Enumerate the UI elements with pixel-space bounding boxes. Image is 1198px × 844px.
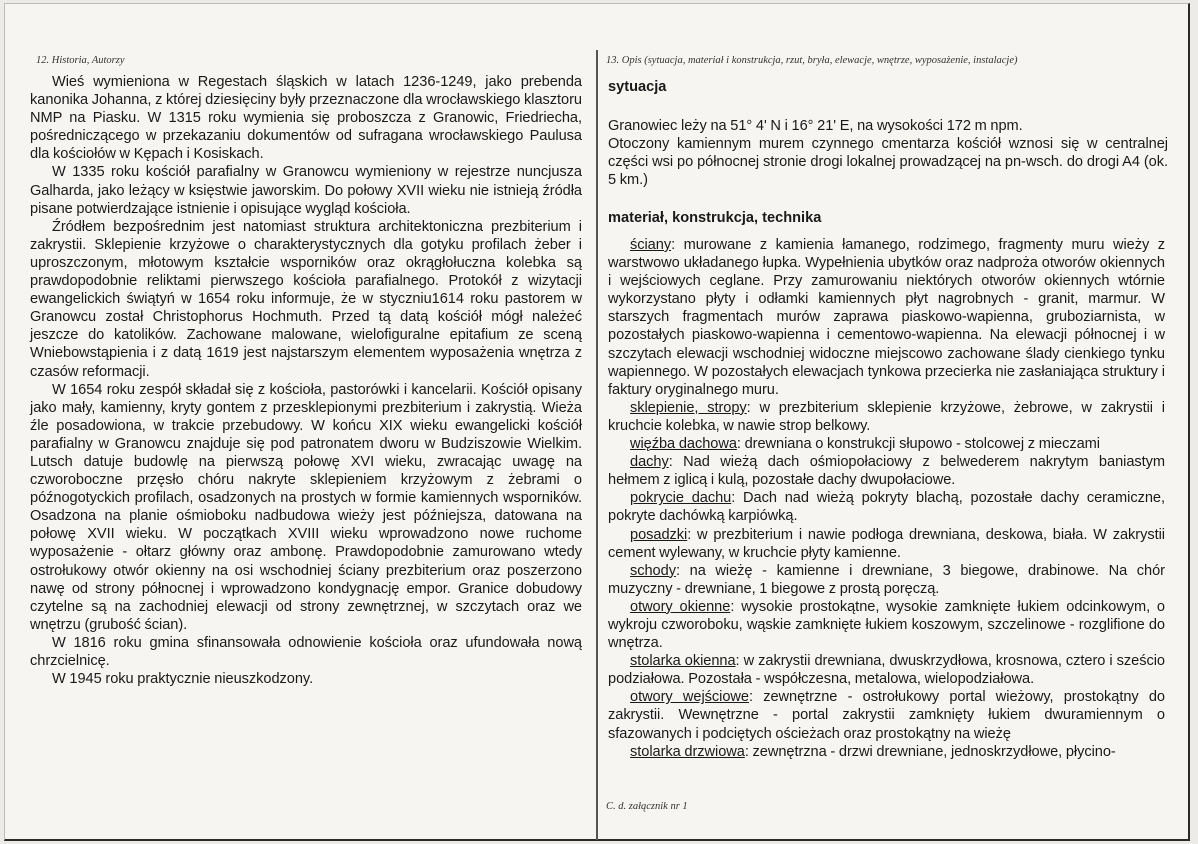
column-divider [596,50,598,840]
item-text: : w prezbiterium sklepienie krzyżowe, żebrowe, w zakrystii i kruchcie kolebka, w nawie strop belkowy. [608,399,1165,434]
material-item [608,399,1165,435]
material-item [608,489,1165,525]
item-term: więźba dachowa [630,436,737,453]
item-term: stolarka drzwiowa [630,743,745,760]
material-item [608,688,1165,742]
item-text: : zewnętrzne - ostrołukowy portal wieżowy, prostokątny do zakrystii. Wewnętrzne - portal zakrystii zamknięty łukiem dwuramiennym o sfazowanych i podciętych ościeżach oraz prostokątny na wieżę [608,689,1166,742]
situation-title: sytuacja [608,79,667,95]
item-text: : w prezbiterium i nawie podłoga drewniana, deskowa, biała. W zakrystii cement wylewany, w kruchcie płyty kamienne. [608,526,1165,561]
item-text: : zewnętrzna - drzwi drewniane, jednoskrzydłowe, płycino- [744,743,1116,760]
material-item [608,562,1165,598]
item-text: : murowane z kamienia łamanego, rodzimego, fragmenty muru wieży z warstwowo układanego łupka. Wypełnienia ubytków oraz nadproża otworów okiennych i wejściowych ceglane. Przy zamurowaniu niektórych otworów okiennych wtórnie wykorzystano płyty i odłamki kamiennych płyt nagrobnych - granit, marmur. W starszych fragmentach murów zaprawa piaskowo-wapienna, gruboziarnista, w pozostałych piaskowo-wapienna i cementowo-wapienna. Na elewacji północnej i w szczytach elewacji wschodniej widoczne miejscowo zachowane ślady cienkiego tynku wapiennego. W pozostałych elewacjach tynkowa przecierka nie zasłaniająca struktury i faktury oryginalnego muru. [608,237,1165,398]
material-item [608,236,1165,399]
material-item [608,598,1165,652]
situation-line: Otoczony kamiennym murem czynnego cmentarza kościół wznosi się w centralnej części wsi po północnej stronie drogi lokalnej prowadzącej na pn-wsch. do drogi A4 (ok. 5 km.) [608,136,1168,189]
item-text: : na wieżę - kamienne i drewniane, 3 biegowe, drabinowe. Na chór muzyczny - drewniane, 1 biegowe z prostą poręczą. [608,562,1165,597]
page-footer: C. d. załącznik nr 1 [606,801,688,812]
material-item [608,743,1165,761]
item-term: schody [630,562,676,579]
item-text: : w zakrystii drewniana, dwuskrzydłowa, krosnowa, cztero i sześcio podziałowa. Pozostała - współczesna, metalowa, wielopodziałowa. [608,653,1165,688]
material-item [608,652,1165,688]
item-term: pokrycie dachu [630,490,732,507]
history-paragraph: W 1816 roku gmina sfinansowała odnowienie kościoła oraz ufundowała nową chrzcielnicę. [30,634,582,669]
item-term: otwory okienne [630,598,731,615]
item-text: : wysokie prostokątne, wysokie zamknięte łukiem odcinkowym, o wykroju czworoboku, wąskie zamknięte łukiem koszowym, szczelinowe - rozglifione do wnętrza. [608,598,1165,652]
item-text: : drewniana o konstrukcji słupowo - stolcowej z mieczami [736,436,1100,453]
history-paragraph: Wieś wymieniona w Regestach śląskich w latach 1236-1249, jako prebenda kanonika Johanna, z której dziesięciny były przeznaczone dla wrocławskiego klasztoru NMP na Piasku. W 1315 roku wymienia się proboszcza z Granowic, Friedriecha, pośredniczącego w przekazaniu dokumentów od sufragana wrocławskiego Paulusa dla kościołów w Kępach i Kosiskach. [30,74,583,163]
section-header-history: 12. Historia, Autorzy [36,55,125,66]
item-term: dachy [630,454,669,471]
item-term: posadzki [630,526,688,543]
item-text: : Nad wieżą dach ośmiopołaciowy z belwederem nakrytym baniastym hełmem z iglicą i kulą, pozostałe dachy dwupołaciowe. [608,454,1165,489]
material-item [608,435,1165,453]
material-item [608,453,1165,489]
item-term: sklepienie, stropy [630,399,747,416]
history-paragraph: W 1945 roku praktycznie nieuszkodzony. [52,671,314,688]
item-term: stolarka okienna [630,653,736,670]
section-header-description: 13. Opis (sytuacja, materiał i konstrukcja, rzut, bryła, elewacje, wnętrze, wyposażenie, instalacje) [606,55,1018,66]
material-title: materiał, konstrukcja, technika [608,210,822,226]
history-paragraph: W 1335 roku kościół parafialny w Granowcu wymieniony w rejestrze nuncjusza Galharda, jako leżący w księstwie jaworskim. Do połowy XVII wieku nie istnieją źródła pisane potwierdzające istnienie i opisujące wygląd kościoła. [30,164,582,217]
history-paragraph: W 1654 roku zespół składał się z kościoła, pastorówki i kancelarii. Kościół opisany jako mały, kamienny, kryty gontem z przesklepionymi prezbiterium i zakrystią. Wieża źle posadowiona, w trakcie przebudowy. W końcu XIX wieku ewangelicki kościół parafialny w Granowcu znajduje się pod patronatem dworu w Budziszowie Wielkim. Lutsch datuje budowlę na pierwszą połowę XVI wieku, zwracając uwagę na czworoboczne przęsło chóru nakryte sklepieniem krzyżowym z żebrami o późnogotyckich profilach, osadzonych na prostych w formie kamiennych wsporników. Osadzona na planie ośmioboku nadbudowa wieży jest późniejsza, datowana na połowę XVII wieku. W początkach XVIII wieku wprowadzono nowe ruchome wyposażenie - ołtarz główny oraz ambonę. Prawdopodobnie zamurowano wtedy ostrołukowy otwór okienny na osi wschodniej ściany prezbiterium oraz poszerzono nawę od strony północnej i wprowadzono kondygnację empor. Granice dobudowy czytelne są na zachodniej elewacji od strony zewnętrznej, w szczytach oraz we wnętrzu (grubość ścian). [30,381,582,633]
history-text [30,73,582,688]
situation-line: Granowiec leży na 51° 4' N i 16° 21' E, na wysokości 172 m npm. [608,118,1023,134]
item-text: : Dach nad wieżą pokryty blachą, pozostałe dachy ceramiczne, pokryte dachówką karpiówką. [608,490,1165,525]
material-list [608,236,1165,761]
situation-text [608,117,1168,189]
item-term: ściany [630,237,672,253]
material-item [608,526,1165,562]
item-term: otwory wejściowe [630,689,749,706]
history-paragraph: Źródłem bezpośrednim jest natomiast struktura architektoniczna prezbiterium i zakrystii. Sklepienie krzyżowe o charakterystycznych dla gotyku profilach żeber i uproszczonym, młotowym kształcie wsporników oraz okrągłołuczna kolebka są prawdopodobnie reliktami pierwszego kościoła parafialnego. Protokół z wizytacji ewangelickich świątyń w 1654 roku informuje, że w styczniu1614 roku pastorem w Granowcu został Christophorus Hochmuth. Przed tą datą kościół mógł należeć jeszcze do katolików. Zachowane malowane, wielofiguralne epitafium ze sceną Wniebowstąpienia i z datą 1619 jest najstarszym elementem wyposażenia wnętrza z czasów reformacji. [30,218,582,380]
